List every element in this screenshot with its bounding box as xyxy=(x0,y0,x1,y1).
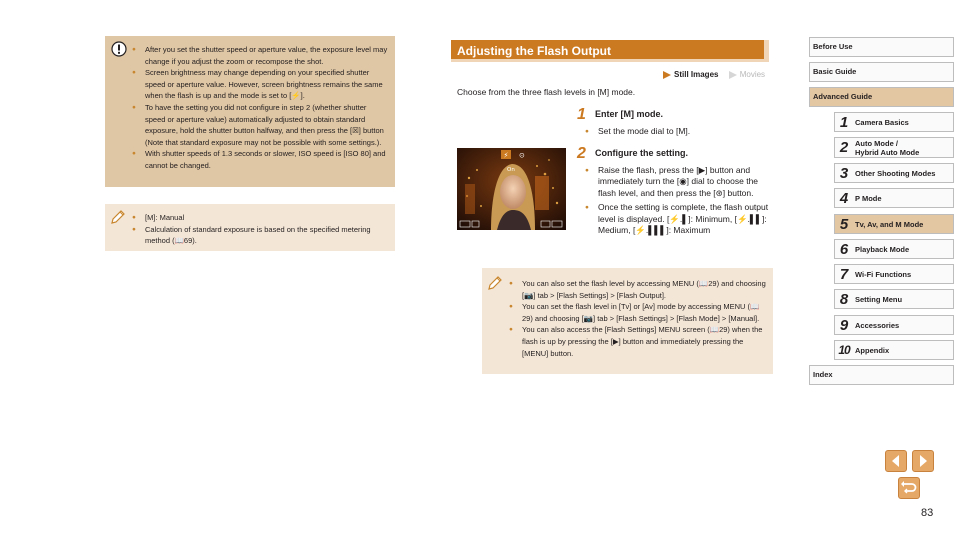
memo-item: ● You can also set the flash level by accessing MENU (📖29) and choosing [📷] tab > [Flash Settings] > [Flash Output]. xyxy=(509,278,767,301)
chapter-number: 8 xyxy=(839,290,849,308)
nav-chapter-10[interactable] xyxy=(834,340,954,360)
chapter-number: 6 xyxy=(839,240,849,258)
memo-item: ● Calculation of standard exposure is based on the specified metering method (📖69). xyxy=(132,224,388,247)
return-icon xyxy=(899,478,919,498)
flash-on-label: On xyxy=(507,167,515,173)
section-title: Adjusting the Flash Output xyxy=(457,44,611,58)
caution-item: ● To have the setting you did not configure in step 2 (whether shutter speed or aperture value) automatically adjusted to obtain standard exposure, hold the shutter button halfway, and then press the [☒] button (Note that standard exposure may not be possible with some settings.). xyxy=(132,102,388,148)
step-item: ● Set the mode dial to [M]. xyxy=(585,126,775,138)
nav-chapter-1[interactable] xyxy=(834,112,954,132)
memo-item: ● You can set the flash level in [Tv] or [Av] mode by accessing MENU (📖29) and choosing [📷] tab > [Flash Settings] > [Flash Mode] > [Manual]. xyxy=(509,301,767,324)
step-title: Configure the setting. xyxy=(595,148,688,158)
chapter-label: Playback Mode xyxy=(855,244,910,254)
chapter-label: Tv, Av, and M Mode xyxy=(855,219,924,229)
triangle-icon xyxy=(663,71,671,79)
nav-chapter-2[interactable] xyxy=(834,137,954,158)
caution-item: ● After you set the shutter speed or aperture value, the exposure level may change if you adjust the zoom or recompose the shot. xyxy=(132,44,388,67)
chapter-number: 7 xyxy=(839,265,849,283)
chapter-number: 5 xyxy=(839,215,849,233)
nav-basic-guide[interactable]: Basic Guide xyxy=(809,62,954,82)
chapter-label: Appendix xyxy=(855,345,890,355)
caution-item: ● With shutter speeds of 1.3 seconds or slower, ISO speed is [ISO 80] and cannot be changed. xyxy=(132,148,388,171)
nav-chapter-7[interactable] xyxy=(834,264,954,284)
still-images-tag xyxy=(663,70,718,79)
chevron-right-icon xyxy=(913,451,933,471)
movies-tag xyxy=(729,70,765,79)
step-list xyxy=(585,165,775,239)
chapter-number: 3 xyxy=(839,164,849,182)
memo-list xyxy=(132,212,388,247)
chapter-number: 9 xyxy=(839,316,849,334)
movies-label: Movies xyxy=(739,70,766,79)
nav-before-use[interactable]: Before Use xyxy=(809,37,954,57)
step-number: 2 xyxy=(577,145,586,162)
intro-text: Choose from the three flash levels in [M] mode. xyxy=(457,87,636,97)
camera-screen-image xyxy=(457,148,566,230)
mode-tags xyxy=(655,70,765,81)
step-title: Enter [M] mode. xyxy=(595,109,664,119)
chapter-number: 2 xyxy=(839,139,849,156)
step-list xyxy=(585,126,775,138)
chapter-label: Other Shooting Modes xyxy=(855,168,936,178)
next-page-button[interactable] xyxy=(912,450,934,472)
nav-chapter-6[interactable] xyxy=(834,239,954,259)
svg-text:⚡: ⚡ xyxy=(503,151,509,160)
page-number: 83 xyxy=(921,507,934,519)
chapter-label: Setting Menu xyxy=(855,294,903,304)
previous-page-button[interactable] xyxy=(885,450,907,472)
nav-chapter-9[interactable] xyxy=(834,315,954,335)
memo-item: ● [M]: Manual xyxy=(132,212,388,224)
step-item: ● Raise the flash, press the [▶] button and immediately turn the [◉] dial to choose the flash level, and then press the [⊛] button. xyxy=(585,165,775,199)
chapter-label: Accessories xyxy=(855,320,900,330)
return-button[interactable] xyxy=(898,477,920,499)
nav-chapter-3[interactable] xyxy=(834,163,954,183)
caution-item: ● Screen brightness may change depending on your specified shutter speed or aperture value. However, screen brightness remains the same when the flash is up and the mode is set to [⚡]. xyxy=(132,67,388,102)
step-number: 1 xyxy=(577,106,586,123)
memo-list xyxy=(509,278,767,359)
chapter-label: Wi-Fi Functions xyxy=(855,269,912,279)
nav-index[interactable]: Index xyxy=(809,365,954,385)
nav-chapter-4[interactable] xyxy=(834,188,954,208)
pencil-icon xyxy=(486,274,504,292)
pencil-icon xyxy=(109,208,127,226)
triangle-icon xyxy=(729,71,737,79)
chapter-number: 4 xyxy=(839,189,849,207)
caution-list xyxy=(132,44,388,172)
still-images-label: Still Images xyxy=(674,70,719,79)
chapter-label: P Mode xyxy=(855,193,882,203)
nav-advanced-guide[interactable]: Advanced Guide xyxy=(809,87,954,107)
chapter-number: 10 xyxy=(838,343,850,357)
chapter-number: 1 xyxy=(839,113,849,131)
nav-chapter-8[interactable] xyxy=(834,289,954,309)
caution-icon xyxy=(111,41,127,57)
step-item: ● Once the setting is complete, the flash output level is displayed. [⚡.▌]: Minimum, [⚡.▌▌]: Medium, [⚡.▌▌▌]: Maximum xyxy=(585,202,775,236)
memo-item: ● You can also access the [Flash Settings] MENU screen (📖29) when the flash is up by pressing the [▶] button and immediately pressing the [MENU] button. xyxy=(509,324,767,359)
chapter-label: Camera Basics xyxy=(855,117,909,127)
svg-text:⊙: ⊙ xyxy=(519,151,525,160)
chapter-label: Auto Mode / Hybrid Auto Mode xyxy=(855,138,920,157)
chevron-left-icon xyxy=(886,451,906,471)
nav-chapter-5[interactable] xyxy=(834,214,954,234)
